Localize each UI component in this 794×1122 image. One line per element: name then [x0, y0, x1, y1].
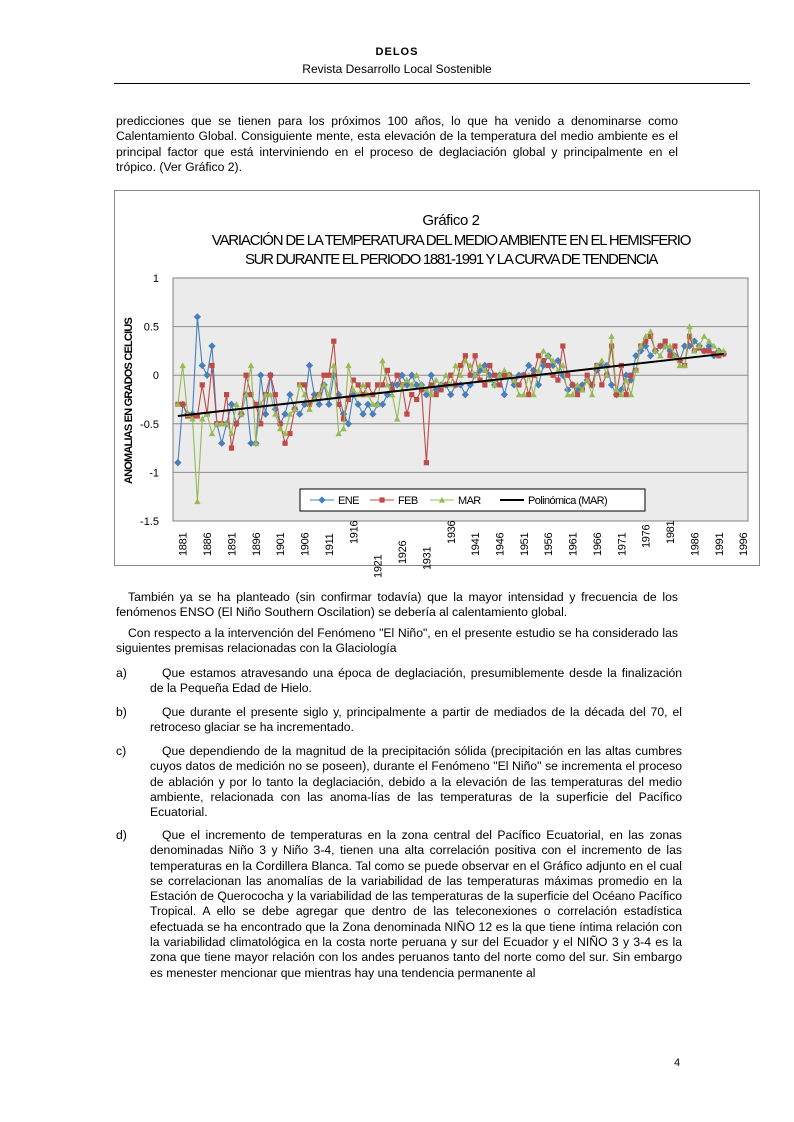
data-point-feb [414, 397, 419, 402]
data-point-feb [468, 373, 473, 378]
paragraph-enso [116, 590, 678, 621]
data-point-feb [487, 363, 492, 368]
data-point-feb [492, 373, 497, 378]
chart-title-line1: Gráfico 2 [422, 212, 480, 229]
legend-label: FEB [398, 495, 418, 507]
paragraph-premises [116, 626, 678, 657]
data-point-feb [385, 368, 390, 373]
data-point-feb [702, 348, 707, 353]
paragraph-intro: predicciones que se tienen para los próximos 100 años, lo que ha venido a denominarse como Calentamiento Global. Consiguiente mente, esta elevación de la temperatura del medio ambiente es el principal factor que está interviniendo en el proceso de deglaciación global y principalmente en el trópico. (Ver Gráfico 2). [116, 114, 678, 174]
x-tick-label: 1931 [421, 546, 434, 570]
y-tick-label: -1.5 [140, 516, 159, 528]
data-point-feb [380, 382, 385, 387]
x-tick-label: 1926 [397, 540, 410, 564]
temperature-anomaly-chart [115, 191, 759, 578]
x-tick-label: 1996 [738, 532, 751, 556]
chart-figure [114, 190, 760, 578]
header-divider [114, 83, 750, 84]
x-tick-label: 1886 [202, 532, 215, 556]
data-point-feb [599, 382, 604, 387]
data-point-feb [234, 421, 239, 426]
data-point-feb [356, 382, 361, 387]
list-item [116, 705, 682, 736]
chart-title-line2: VARIACIÓN DE LA TEMPERATURA DEL MEDIO AMBIENTE EN EL HEMISFERIO [211, 232, 691, 249]
list-item-label: c) [116, 744, 127, 758]
journal-title: DELOS [375, 46, 419, 58]
data-point-feb [409, 392, 414, 397]
y-tick-label: -1 [149, 467, 159, 480]
list-item-text-a: Que estamos atravesando una época de deglaciación, presumiblemente desde la finalización de la Pequeña Edad de Hielo. [150, 666, 682, 696]
data-point-feb [243, 373, 248, 378]
data-point-feb [434, 392, 439, 397]
x-tick-label: 1941 [470, 532, 483, 556]
data-point-feb [516, 382, 521, 387]
data-point-feb [575, 392, 580, 397]
list-item-label: b) [116, 705, 127, 719]
data-point-feb [287, 431, 292, 436]
y-tick-label: 0.5 [143, 321, 159, 334]
list-item-text-c: Que dependiendo de la magnitud de la precipitación sólida (precipitación en las altas cumbres cuyos datos de medición no se poseen), durante el Fenómeno "El Niño" se incrementa el proceso de ablación y por lo tanto la deglaciación, debido a la elevación de las temperaturas del medio ambiente, relacionada con las anoma-lías de las temperaturas de la superficie del Pacífico Ecuatorial. [150, 744, 682, 820]
data-point-feb [526, 392, 531, 397]
y-tick-label: 1 [152, 273, 159, 285]
y-axis-label: ANOMALIAS EN GRADOS CELCIUS [123, 317, 135, 485]
y-tick-label: 0 [152, 370, 159, 383]
x-tick-label: 1891 [226, 532, 239, 556]
data-point-feb [404, 411, 409, 416]
x-tick-label: 1916 [348, 520, 361, 544]
paragraph-enso-text: También ya se ha planteado (sin confirmar todavía) que la mayor intensidad y frecuencia de los fenómenos ENSO (El Niño Southern Oscilation) se debería al calentamiento global. [116, 590, 678, 620]
legend-label: MAR [458, 495, 481, 507]
data-point-feb [273, 392, 278, 397]
data-point-feb [560, 343, 565, 348]
list-item [116, 828, 682, 981]
x-tick-label: 1896 [250, 532, 263, 556]
data-point-feb [667, 353, 672, 358]
data-point-feb [302, 382, 307, 387]
data-point-feb [497, 382, 502, 387]
data-point-feb [424, 460, 429, 465]
legend-label: Polinómica (MAR) [528, 495, 608, 507]
page-number: 4 [674, 1057, 681, 1069]
data-point-feb [180, 402, 185, 407]
list-item-text [150, 666, 682, 697]
x-tick-label: 1881 [177, 532, 190, 556]
data-point-feb [536, 353, 541, 358]
journal-subtitle: Revista Desarrollo Local Sostenible [302, 62, 492, 76]
x-tick-label: 1961 [567, 532, 580, 556]
list-item-text [150, 744, 682, 820]
data-point-feb [706, 348, 711, 353]
list-item-label: d) [116, 828, 127, 842]
data-point-feb [341, 416, 346, 421]
data-point-feb [331, 339, 336, 344]
paragraph-premises-text: Con respecto a la intervención del Fenómeno "El Niño", en el presente estudio se ha considerado las siguientes premisas relacionadas con la Glaciología [116, 626, 678, 656]
chart-legend [300, 489, 645, 511]
x-tick-label: 1901 [275, 532, 288, 556]
x-tick-label: 1921 [372, 554, 385, 578]
x-tick-label: 1911 [323, 533, 336, 556]
data-point-feb [614, 392, 619, 397]
x-tick-label: 1951 [518, 532, 531, 556]
x-tick-label: 1906 [299, 532, 312, 556]
data-point-feb [229, 446, 234, 451]
data-point-feb [379, 497, 384, 502]
data-point-feb [482, 382, 487, 387]
data-point-feb [326, 373, 331, 378]
data-point-feb [224, 392, 229, 397]
data-point-feb [395, 373, 400, 378]
data-point-feb [555, 377, 560, 382]
chart-title-line3: SUR DURANTE EL PERIODO 1881-1991 Y LA CURVA DE TENDENCIA [244, 251, 658, 268]
list-item-text [150, 705, 682, 736]
data-point-feb [672, 343, 677, 348]
data-point-feb [570, 382, 575, 387]
data-point-feb [658, 343, 663, 348]
list-item-text [150, 828, 682, 981]
data-point-feb [502, 373, 507, 378]
x-tick-label: 1986 [689, 532, 702, 556]
data-point-feb [458, 363, 463, 368]
data-point-feb [624, 392, 629, 397]
x-tick-label: 1991 [713, 532, 726, 556]
y-tick-label: -0.5 [140, 418, 159, 431]
data-point-feb [473, 353, 478, 358]
x-tick-label: 1971 [616, 532, 629, 556]
data-point-feb [546, 363, 551, 368]
data-point-feb [268, 373, 273, 378]
data-point-feb [321, 373, 326, 378]
list-item-text-b: Que durante el presente siglo y, principalmente a partir de mediados de la década del 70, el retroceso glaciar se ha incrementado. [150, 705, 682, 735]
data-point-feb [282, 441, 287, 446]
list-item [116, 666, 682, 697]
x-tick-label: 1966 [591, 532, 604, 556]
data-point-feb [628, 373, 633, 378]
x-tick-label: 1981 [665, 520, 678, 544]
list-item-label: a) [116, 666, 127, 680]
x-tick-label: 1956 [543, 532, 556, 556]
data-point-feb [565, 373, 570, 378]
legend-label: ENE [338, 495, 359, 507]
data-point-feb [209, 363, 214, 368]
list-item-text-d: Que el incremento de temperaturas en la zona central del Pacífico Ecuatorial, en las zonas denominadas Niño 3 y Niño 3-4, tienen una alta correlación positiva con el incremento de las temperaturas en la Cordillera Blanca. Tal como se puede observar en el Gráfico adjunto en el cual se correlacionan las anomalías de la variabilidad de las temperaturas máximas promedio en la Estación de Querococha y la variabilidad de las temperaturas de la superficie del Océano Pacífico Tropical. A ello se debe agregar que dentro de las teleconexiones o correlación estadística efectuada se ha encontrado que la Zona denominada NIÑO 12 es la que tiene íntima relación con la variabilidad climatológica en la costa norte peruana y sur del Ecuador y el NIÑO 3 y 3-4 es la zona que tiene mayor relación con los andes peruanos tanto del norte como del sur. Sin embargo es menester mencionar que mientras hay una tendencia permanente al [150, 828, 682, 980]
data-point-feb [438, 387, 443, 392]
x-tick-label: 1946 [494, 532, 507, 556]
x-tick-label: 1936 [445, 520, 458, 544]
data-point-feb [365, 382, 370, 387]
x-tick-label: 1976 [640, 524, 653, 548]
list-item [116, 744, 682, 820]
data-point-feb [200, 382, 205, 387]
